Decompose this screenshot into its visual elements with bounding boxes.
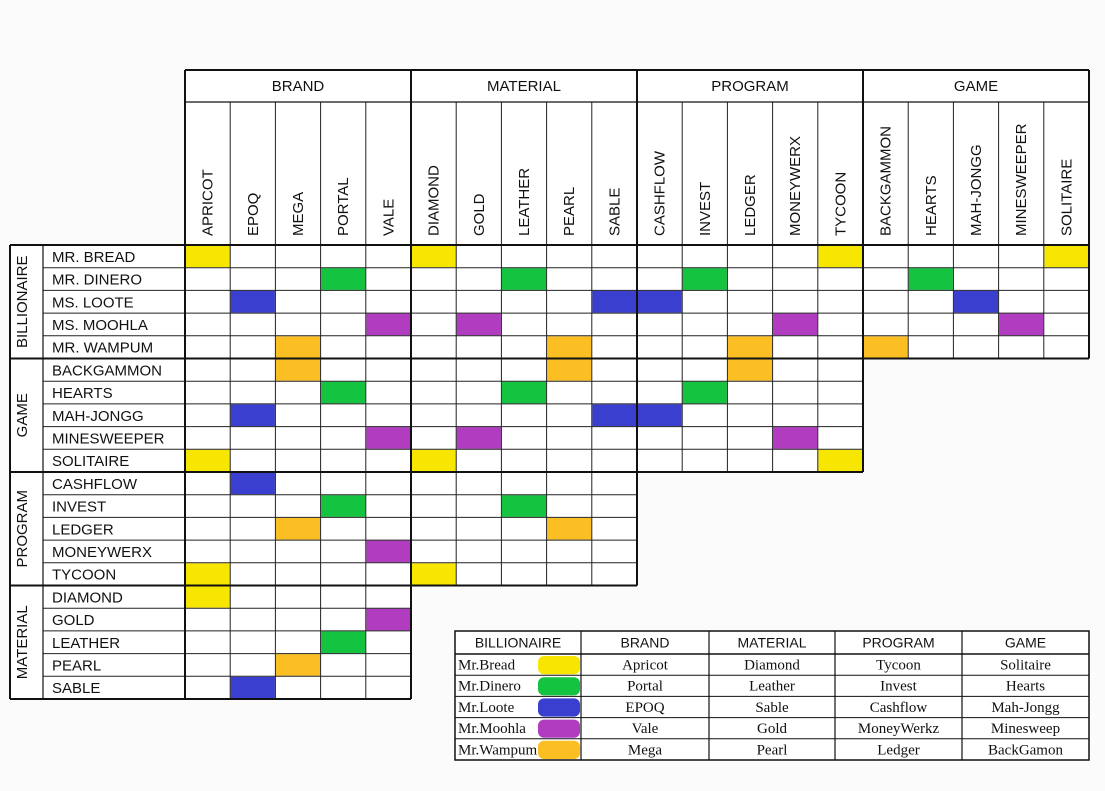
solution-cell: Portal xyxy=(627,678,663,695)
solution-cell: Cashflow xyxy=(869,699,928,716)
row-label-mah-jongg: MAH-JONGG xyxy=(52,407,144,425)
grid-mark-green[interactable] xyxy=(683,382,727,404)
grid-mark-green[interactable] xyxy=(321,631,365,653)
grid-mark-green[interactable] xyxy=(321,495,365,517)
grid-mark-orange[interactable] xyxy=(276,336,320,358)
column-label-cashflow: CASHFLOW xyxy=(651,150,669,236)
row-label-solitaire: SOLITAIRE xyxy=(52,453,130,471)
grid-mark-blue[interactable] xyxy=(231,677,275,699)
grid-mark-green[interactable] xyxy=(321,268,365,290)
row-label-gold: GOLD xyxy=(52,612,95,630)
grid-mark-yellow[interactable] xyxy=(412,246,456,268)
column-label-portal: PORTAL xyxy=(335,177,353,236)
grid-mark-purple[interactable] xyxy=(773,314,817,336)
solution-cell: Pearl xyxy=(756,742,788,759)
row-label-tycoon: TYCOON xyxy=(52,566,117,584)
column-label-hearts: HEARTS xyxy=(922,175,940,236)
row-group-billionaire: BILLIONAIRE xyxy=(14,255,31,349)
column-label-backgammon: BACKGAMMON xyxy=(877,125,895,236)
column-label-moneywerx: MONEYWERX xyxy=(787,135,805,236)
row-label-moneywerx: MONEYWERX xyxy=(52,543,153,561)
grid-mark-blue[interactable] xyxy=(638,404,682,426)
grid-mark-yellow[interactable] xyxy=(186,586,230,608)
grid-mark-green[interactable] xyxy=(502,495,546,517)
row-label-ledger: LEDGER xyxy=(52,521,114,539)
row-label-backgammon: BACKGAMMON xyxy=(52,362,163,380)
row-label-ms-loote: MS. LOOTE xyxy=(52,294,134,312)
row-group-material: MATERIAL xyxy=(14,605,31,680)
column-label-invest: INVEST xyxy=(696,181,714,236)
solution-header-game: GAME xyxy=(1004,634,1047,651)
grid-mark-blue[interactable] xyxy=(592,291,636,313)
grid-mark-blue[interactable] xyxy=(638,291,682,313)
grid-mark-blue[interactable] xyxy=(231,404,275,426)
grid-mark-purple[interactable] xyxy=(366,541,410,563)
group-header-brand: BRAND xyxy=(271,78,325,95)
solution-header-brand: BRAND xyxy=(620,634,670,651)
solution-cell: Sable xyxy=(755,699,789,716)
solution-billionaire: Mr.Dinero xyxy=(458,678,521,695)
row-label-mr-bread: MR. BREAD xyxy=(52,248,136,266)
column-label-minesweeper: MINESWEEPER xyxy=(1013,123,1031,236)
solution-cell: MoneyWerkz xyxy=(857,721,940,738)
grid-mark-green[interactable] xyxy=(502,268,546,290)
row-label-cashflow: CASHFLOW xyxy=(52,475,138,493)
solution-cell: Solitaire xyxy=(1000,657,1051,674)
grid-mark-orange[interactable] xyxy=(547,359,591,381)
grid-mark-yellow[interactable] xyxy=(412,450,456,472)
grid-mark-orange[interactable] xyxy=(547,518,591,540)
grid-mark-purple[interactable] xyxy=(773,427,817,449)
solution-cell: Minesweep xyxy=(990,721,1061,738)
grid-mark-orange[interactable] xyxy=(276,518,320,540)
grid-mark-green[interactable] xyxy=(909,268,953,290)
column-label-solitaire: SOLITAIRE xyxy=(1058,158,1076,236)
grid-mark-yellow[interactable] xyxy=(186,246,230,268)
column-label-vale: VALE xyxy=(380,198,398,236)
column-label-mega: MEGA xyxy=(290,191,307,236)
grid-mark-blue[interactable] xyxy=(954,291,998,313)
solution-swatch-green xyxy=(538,677,580,695)
solution-cell: EPOQ xyxy=(625,699,665,716)
column-label-apricot: APRICOT xyxy=(199,169,217,236)
solution-cell: Hearts xyxy=(1005,678,1046,695)
solution-swatch-orange xyxy=(538,741,580,759)
solution-cell: Mah-Jongg xyxy=(991,699,1060,716)
grid-mark-orange[interactable] xyxy=(276,654,320,676)
grid-mark-green[interactable] xyxy=(321,382,365,404)
grid-mark-orange[interactable] xyxy=(547,336,591,358)
solution-cell: Diamond xyxy=(744,657,800,674)
row-label-mr-wampum: MR. WAMPUM xyxy=(52,339,154,357)
grid-mark-purple[interactable] xyxy=(457,314,501,336)
grid-mark-blue[interactable] xyxy=(231,473,275,495)
row-label-minesweeper: MINESWEEPER xyxy=(52,430,165,448)
column-label-epoq: EPOQ xyxy=(244,192,262,236)
solution-cell: Mega xyxy=(627,742,663,759)
row-label-mr-dinero: MR. DINERO xyxy=(52,271,142,289)
column-label-sable: SABLE xyxy=(606,187,624,236)
column-label-gold: GOLD xyxy=(470,193,488,236)
solution-cell: Leather xyxy=(749,678,795,695)
grid-mark-purple[interactable] xyxy=(457,427,501,449)
grid-mark-green[interactable] xyxy=(502,382,546,404)
grid-mark-yellow[interactable] xyxy=(186,450,230,472)
grid-mark-yellow[interactable] xyxy=(818,450,862,472)
grid-mark-blue[interactable] xyxy=(592,404,636,426)
solution-cell: Tycoon xyxy=(876,657,921,674)
grid-mark-yellow[interactable] xyxy=(818,246,862,268)
row-label-sable: SABLE xyxy=(52,680,101,698)
row-label-pearl: PEARL xyxy=(52,657,102,675)
solution-billionaire: Mr.Bread xyxy=(458,657,516,674)
grid-mark-purple[interactable] xyxy=(366,314,410,336)
grid-mark-orange[interactable] xyxy=(728,359,772,381)
column-label-leather: LEATHER xyxy=(516,167,533,236)
solution-billionaire: Mr.Wampum xyxy=(458,742,538,759)
solution-header-program: PROGRAM xyxy=(862,634,935,651)
solution-header-material: MATERIAL xyxy=(737,634,807,651)
grid-mark-purple[interactable] xyxy=(999,314,1043,336)
grid-mark-yellow[interactable] xyxy=(412,563,456,585)
column-label-tycoon: TYCOON xyxy=(832,171,850,236)
column-label-mah-jongg: MAH-JONGG xyxy=(968,144,985,236)
column-label-diamond: DIAMOND xyxy=(425,165,443,236)
grid-mark-orange[interactable] xyxy=(728,336,772,358)
solution-swatch-purple xyxy=(538,720,580,738)
grid-mark-yellow[interactable] xyxy=(186,563,230,585)
solution-swatch-blue xyxy=(538,698,580,716)
grid-mark-blue[interactable] xyxy=(231,291,275,313)
column-label-ledger: LEDGER xyxy=(742,174,759,236)
solution-cell: Gold xyxy=(757,721,787,738)
solution-billionaire: Mr.Moohla xyxy=(458,721,526,738)
solution-cell: Ledger xyxy=(877,742,920,759)
column-label-pearl: PEARL xyxy=(561,186,579,236)
group-header-game: GAME xyxy=(953,78,999,95)
solution-billionaire: Mr.Loote xyxy=(458,699,515,716)
solution-cell: Invest xyxy=(880,678,917,695)
row-group-program: PROGRAM xyxy=(14,489,31,568)
solution-cell: Vale xyxy=(631,721,659,738)
grid-mark-orange[interactable] xyxy=(864,336,908,358)
grid-mark-orange[interactable] xyxy=(276,359,320,381)
group-header-program: PROGRAM xyxy=(711,78,789,95)
solution-cell: Apricot xyxy=(622,657,668,674)
row-label-leather: LEATHER xyxy=(52,634,121,652)
grid-mark-yellow[interactable] xyxy=(1044,246,1088,268)
row-label-hearts: HEARTS xyxy=(52,385,113,403)
row-label-ms-moohla: MS. MOOHLA xyxy=(52,316,148,334)
row-group-game: GAME xyxy=(14,393,31,438)
grid-mark-purple[interactable] xyxy=(366,427,410,449)
solution-cell: BackGamon xyxy=(988,742,1063,759)
row-label-invest: INVEST xyxy=(52,498,107,516)
group-header-material: MATERIAL xyxy=(487,78,561,95)
row-label-diamond: DIAMOND xyxy=(52,589,123,607)
grid-mark-purple[interactable] xyxy=(366,609,410,631)
grid-mark-green[interactable] xyxy=(683,268,727,290)
solution-swatch-yellow xyxy=(538,656,580,674)
solution-header-billionaire: BILLIONAIRE xyxy=(474,634,562,651)
